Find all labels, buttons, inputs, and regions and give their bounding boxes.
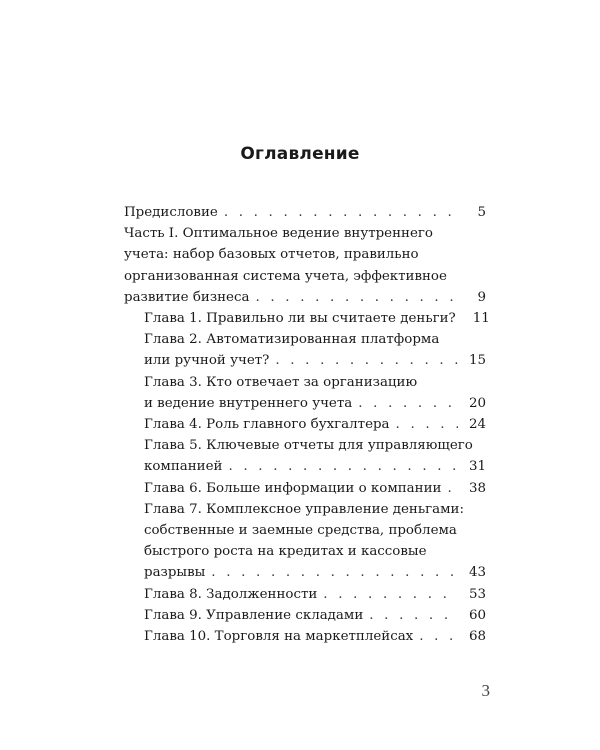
toc-entry-last-line xyxy=(144,308,490,329)
toc-entry-text: развитие бизнеса xyxy=(124,289,250,305)
toc-entry-last-line xyxy=(144,393,486,414)
toc-page-number: 31 xyxy=(468,459,486,475)
toc-entry-last-line xyxy=(144,626,486,647)
toc-entry xyxy=(124,372,486,414)
toc-entry-line: Часть I. Оптимальное ведение внутреннего xyxy=(124,226,433,242)
dot-leader xyxy=(228,456,458,477)
toc-entry-text: и ведение внутреннего учета xyxy=(144,395,353,411)
toc-entry-text: Глава 8. Задолженности xyxy=(144,586,318,602)
dot-leader xyxy=(369,605,458,626)
toc-entry-line: Глава 2. Автоматизированная платформа xyxy=(144,332,440,348)
toc-entry-text: компанией xyxy=(144,459,223,475)
page-number: 3 xyxy=(481,681,490,700)
table-of-contents xyxy=(124,202,490,647)
toc-entry-last-line xyxy=(124,202,486,223)
toc-entry-last-line xyxy=(144,456,486,477)
dot-leader xyxy=(211,562,458,583)
dot-leader xyxy=(358,393,458,414)
dot-leader xyxy=(275,350,458,371)
toc-page-number: 9 xyxy=(477,289,486,305)
toc-entry-line: Глава 5. Ключевые отчеты для управляющего xyxy=(144,438,473,454)
toc-entry xyxy=(124,223,486,308)
toc-entry-last-line xyxy=(144,584,486,605)
dot-leader xyxy=(255,287,458,308)
dot-leader xyxy=(447,478,458,499)
toc-entry-last-line xyxy=(144,562,486,583)
dot-leader xyxy=(224,202,458,223)
toc-entry-text: Глава 6. Больше информации о компании xyxy=(144,480,442,496)
toc-entry-last-line xyxy=(144,414,486,435)
toc-page-number: 24 xyxy=(468,417,486,433)
toc-entry xyxy=(124,478,486,499)
toc-page-number: 38 xyxy=(468,480,486,496)
toc-entry xyxy=(124,308,490,329)
toc-entry-text: Глава 9. Управление складами xyxy=(144,607,364,623)
toc-page-number: 53 xyxy=(468,586,486,602)
toc-page-number: 20 xyxy=(468,395,486,411)
toc-entry-text: Глава 10. Торговля на маркетплейсах xyxy=(144,629,414,645)
dot-leader xyxy=(396,414,458,435)
toc-entry xyxy=(124,605,486,626)
toc-entry-last-line xyxy=(144,605,486,626)
toc-entry-text: или ручной учет? xyxy=(144,353,270,369)
dot-leader xyxy=(419,626,458,647)
toc-entry-text: разрывы xyxy=(144,565,206,581)
toc-entry-line: собственные и заемные средства, проблема xyxy=(144,523,457,539)
toc-page-number: 43 xyxy=(468,565,486,581)
toc-entry xyxy=(124,202,486,223)
dot-leader xyxy=(323,584,458,605)
toc-entry-line: организованная система учета, эффективное xyxy=(124,268,447,284)
toc-entry-line: быстрого роста на кредитах и кассовые xyxy=(144,544,427,560)
toc-entry-text: Глава 1. Правильно ли вы считаете деньги? xyxy=(144,311,456,327)
toc-entry xyxy=(124,584,486,605)
toc-page-number: 5 xyxy=(477,205,486,220)
page-title: Оглавление xyxy=(240,144,360,164)
toc-entry-line: учета: набор базовых отчетов, правильно xyxy=(124,247,419,263)
toc-page-number: 15 xyxy=(468,353,486,369)
toc-entry-last-line xyxy=(144,478,486,499)
toc-entry-last-line xyxy=(124,287,486,308)
toc-entry xyxy=(124,626,486,647)
toc-entry-line: Глава 7. Комплексное управление деньгами: xyxy=(144,501,464,517)
toc-entry xyxy=(124,499,486,584)
toc-entry xyxy=(124,414,486,435)
toc-entry-last-line xyxy=(144,350,486,371)
toc-page-number: 11 xyxy=(472,311,490,327)
toc-page-number: 68 xyxy=(468,629,486,645)
toc-entry xyxy=(124,329,486,371)
toc-page-number: 60 xyxy=(468,607,486,623)
toc-entry xyxy=(124,435,486,477)
toc-entry-text: Глава 4. Роль главного бухгалтера xyxy=(144,417,390,433)
toc-entry-line: Глава 3. Кто отвечает за организацию xyxy=(144,374,418,390)
toc-entry-text: Предисловие xyxy=(124,205,218,220)
